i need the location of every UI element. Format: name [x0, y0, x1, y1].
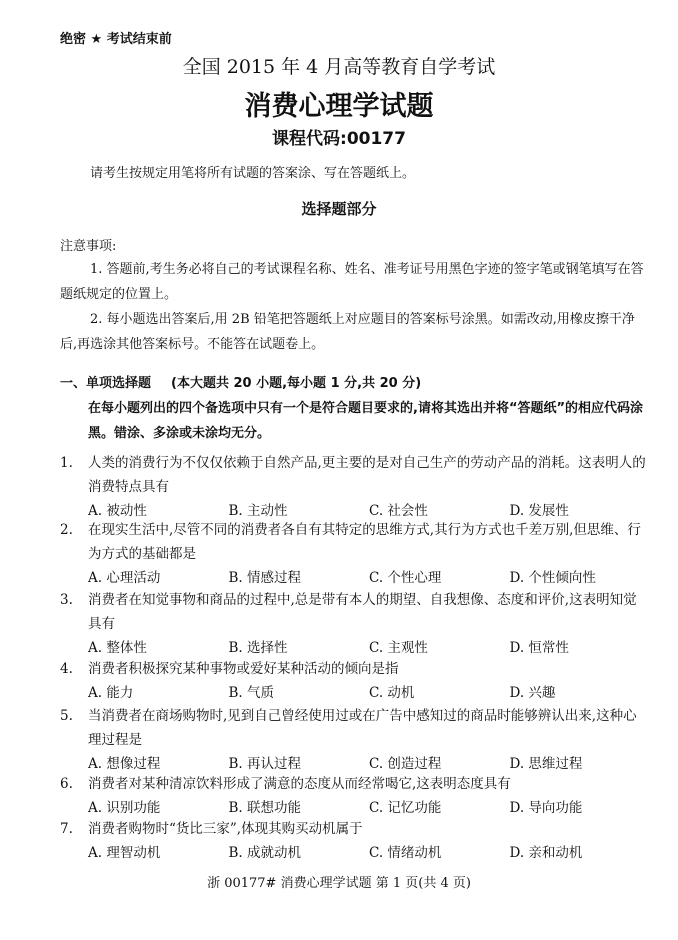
answer-instruction: 请考生按规定用笔将所有试题的答案涂、写在答题纸上。 — [90, 166, 416, 181]
note-item — [60, 257, 650, 307]
option-b: B. 成就动机 — [228, 845, 302, 861]
option-c: C. 记忆功能 — [369, 800, 442, 816]
section-title: 一、单项选择题 — [60, 376, 152, 391]
question-number: 7. — [60, 821, 73, 837]
option-d: D. 兴趣 — [509, 685, 556, 701]
option-d: D. 个性倾向性 — [509, 570, 596, 586]
note-item — [60, 307, 650, 357]
option-c: C. 情绪动机 — [369, 845, 442, 861]
option-c: C. 动机 — [369, 685, 415, 701]
option-b: B. 情感过程 — [228, 570, 302, 586]
option-b: B. 主动性 — [228, 503, 288, 519]
question-number: 4. — [60, 661, 73, 677]
part-title: 选择题部分 — [301, 200, 377, 218]
question-stem: 消费者对某种清凉饮料形成了满意的态度从而经常喝它,这表明态度具有 — [88, 776, 511, 792]
question-stem: 当消费者在商场购物时,见到自己曾经使用过或在广告中感知过的商品时能够辨认出来,这种心理过程是 — [88, 708, 637, 748]
question — [60, 704, 650, 776]
option-a: A. 识别功能 — [88, 800, 161, 816]
option-a: A. 整体性 — [88, 640, 147, 656]
option-d: D. 发展性 — [509, 503, 569, 519]
notes-title: 注意事项: — [60, 239, 117, 254]
question — [60, 588, 650, 660]
course-code: 课程代码:00177 — [272, 129, 406, 149]
question — [60, 518, 650, 590]
exam-title: 全国 2015 年 4 月高等教育自学考试 — [182, 56, 496, 78]
question-number: 1. — [60, 455, 73, 471]
note-text: 2. 每小题选出答案后,用 2B 铅笔把答题纸上对应题目的答案标号涂黑。如需改动,用橡皮擦干净后,再选涂其他答案标号。不能答在试题卷上。 — [60, 312, 635, 352]
option-d: D. 亲和动机 — [509, 845, 583, 861]
option-a: A. 心理活动 — [88, 570, 161, 586]
section-heading — [60, 372, 421, 391]
question-number: 5. — [60, 708, 73, 724]
option-c: C. 社会性 — [369, 503, 428, 519]
question-number: 6. — [60, 776, 73, 792]
section-meta: (本大题共 20 小题,每小题 1 分,共 20 分) — [171, 376, 422, 391]
question-stem: 消费者购物时“货比三家”,体现其购买动机属于 — [88, 821, 363, 837]
secret-mark: 绝密 ★ 考试结束前 — [60, 32, 172, 47]
option-b: B. 再认过程 — [228, 756, 302, 772]
subject-title: 消费心理学试题 — [244, 91, 434, 122]
option-a: A. 想像过程 — [88, 756, 161, 772]
note-text: 1. 答题前,考生务必将自己的考试课程名称、姓名、准考证号用黑色字迹的签字笔或钢笔填写在答题纸规定的位置上。 — [60, 262, 644, 302]
option-b: B. 选择性 — [228, 640, 288, 656]
page-footer: 浙 00177# 消费心理学试题 第 1 页(共 4 页) — [207, 876, 471, 891]
question-number: 3. — [60, 592, 73, 608]
question — [60, 657, 650, 705]
option-d: D. 思维过程 — [509, 756, 583, 772]
question-stem: 在现实生活中,尽管不同的消费者各自有其特定的思维方式,其行为方式也千差万别,但思维、行为方式的基础都是 — [88, 522, 641, 562]
question — [60, 817, 650, 865]
option-c: C. 创造过程 — [369, 756, 442, 772]
option-a: A. 被动性 — [88, 503, 147, 519]
option-b: B. 联想功能 — [228, 800, 302, 816]
option-a: A. 能力 — [88, 685, 134, 701]
option-d: D. 恒常性 — [509, 640, 569, 656]
question-stem: 人类的消费行为不仅仅依赖于自然产品,更主要的是对自己生产的劳动产品的消耗。这表明人的消费特点具有 — [88, 455, 646, 495]
question-stem: 消费者在知觉事物和商品的过程中,总是带有本人的期望、自我想像、态度和评价,这表明知觉具有 — [88, 592, 637, 632]
question-number: 2. — [60, 522, 73, 538]
question — [60, 772, 650, 820]
option-c: C. 主观性 — [369, 640, 428, 656]
option-a: A. 理智动机 — [88, 845, 161, 861]
option-d: D. 导向功能 — [509, 800, 583, 816]
option-c: C. 个性心理 — [369, 570, 442, 586]
question — [60, 451, 650, 523]
question-stem: 消费者积极探究某种事物或爱好某种活动的倾向是指 — [88, 661, 399, 677]
option-b: B. 气质 — [228, 685, 275, 701]
section-description: 在每小题列出的四个备选项中只有一个是符合题目要求的,请将其选出并将“答题纸”的相应代码涂黑。错涂、多涂或未涂均无分。 — [88, 401, 644, 441]
